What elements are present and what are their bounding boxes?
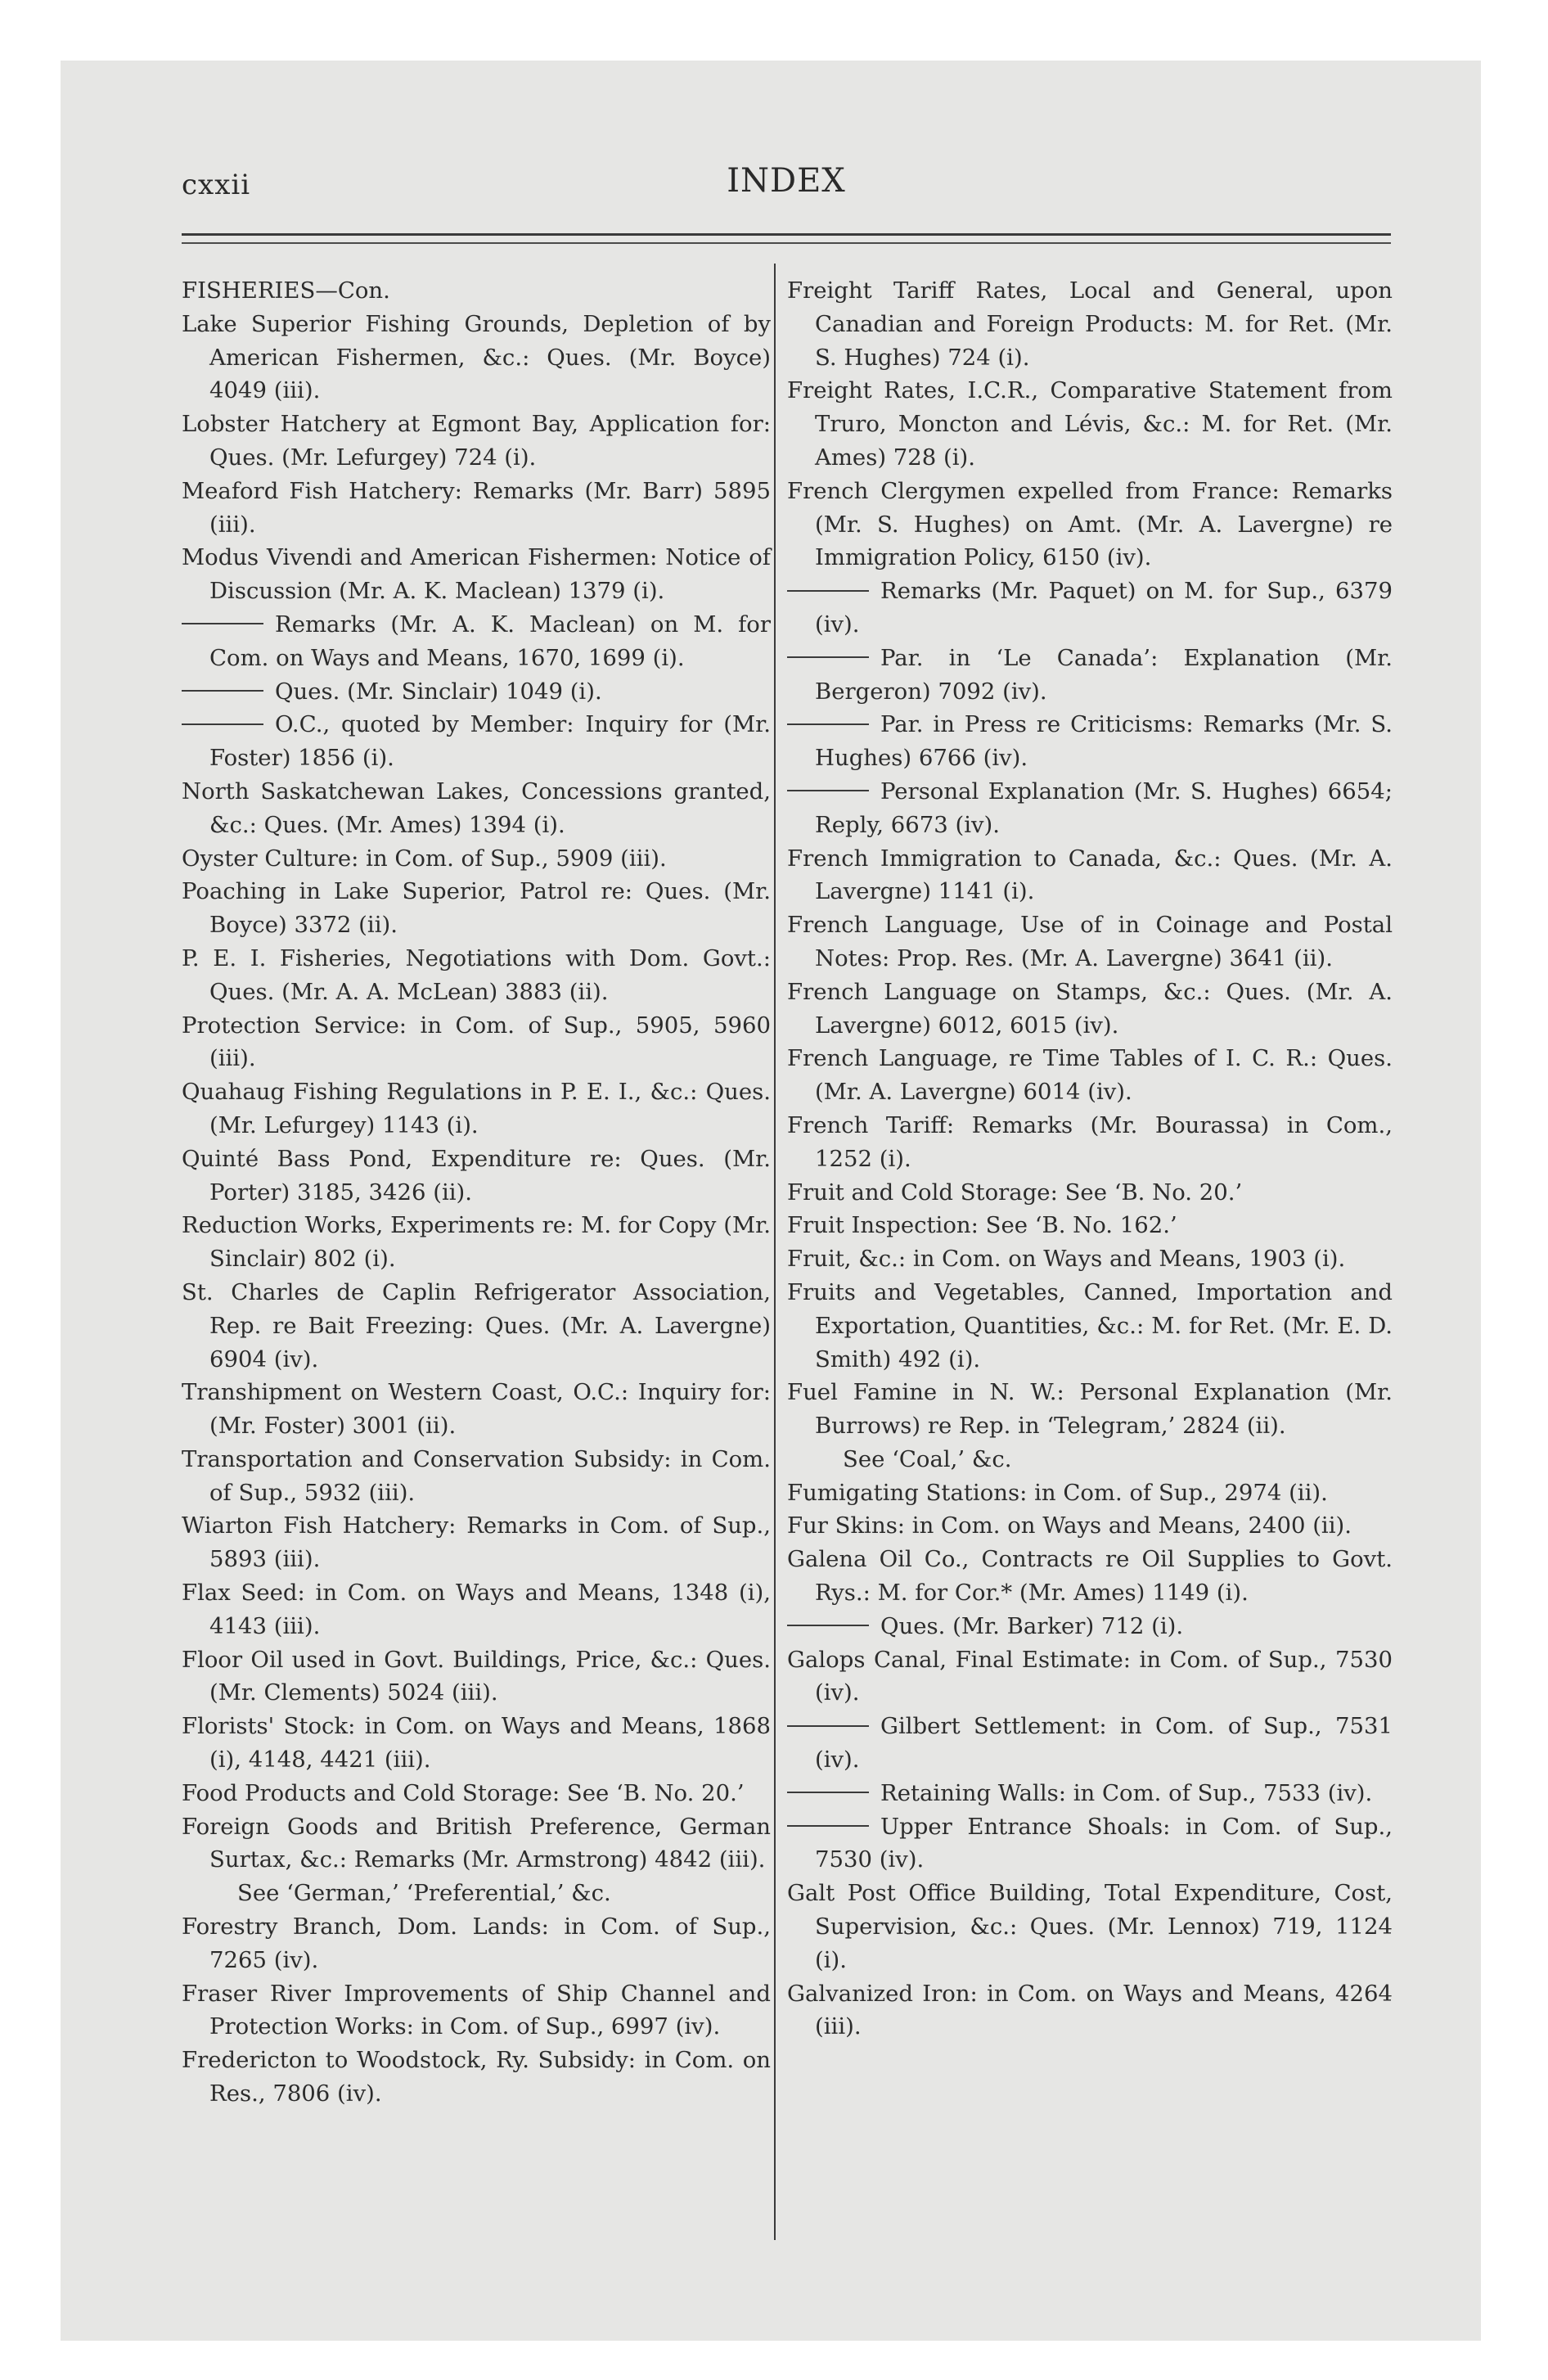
entry-text: Fruit, &c.: in Com. on Ways and Means, 1903 (i). <box>787 1246 1346 1273</box>
index-entry <box>182 1443 771 1510</box>
entry-text: Transportation and Conservation Subsidy: in Com. of Sup., 5932 (iii). <box>182 1445 771 1506</box>
entry-text: Galena Oil Co., Contracts re Oil Supplies to Govt. Rys.: M. for Cor.* (Mr. Ames) 1149 (i). <box>787 1546 1393 1607</box>
cross-reference <box>787 1443 1393 1476</box>
page-header <box>182 160 1391 210</box>
index-subentry <box>787 575 1393 642</box>
entry-text: Floor Oil used in Govt. Buildings, Price, &c.: Ques. (Mr. Clements) 5024 (iii). <box>182 1646 771 1706</box>
entry-text: French Immigration to Canada, &c.: Ques. (Mr. A. Lavergne) 1141 (i). <box>787 845 1393 905</box>
index-heading-entry <box>182 1710 771 1777</box>
entry-text: Ques. (Mr. Sinclair) 1049 (i). <box>275 678 602 705</box>
index-entry <box>182 408 771 475</box>
entry-text: French Language, re Time Tables of I. C. R.: Ques. (Mr. A. Lavergne) 6014 (iv). <box>787 1045 1393 1106</box>
index-heading-entry <box>182 1910 771 1977</box>
page-number: cxxii <box>182 169 251 201</box>
entry-text: Reduction Works, Experiments re: M. for Copy (Mr. Sinclair) 802 (i). <box>182 1212 771 1273</box>
entry-text: Galops Canal, Final Estimate: in Com. of Sup., 7530 (iv). <box>787 1646 1393 1706</box>
entry-text: French Clergymen expelled from France: Remarks (Mr. S. Hughes) on Amt. (Mr. A. Lavergne) re Immigration Policy, 6150 (iv). <box>787 477 1393 571</box>
index-entry <box>182 775 771 842</box>
entry-text: French Tariff: Remarks (Mr. Bourassa) in Com., 1252 (i). <box>787 1111 1393 1172</box>
index-heading-entry <box>182 1643 771 1711</box>
index-entry <box>182 1276 771 1376</box>
entry-text: Modus Vivendi and American Fishermen: Notice of Discussion (Mr. A. K. Maclean) 1379 (i). <box>182 544 771 605</box>
entry-text: Oyster Culture: in Com. of Sup., 5909 (iii). <box>182 845 667 872</box>
running-title: INDEX <box>727 162 846 200</box>
entry-text: Protection Service: in Com. of Sup., 5905, 5960 (iii). <box>182 1012 771 1072</box>
index-heading-entry <box>787 1176 1393 1210</box>
index-heading-entry <box>787 274 1393 374</box>
entry-text: Ques. (Mr. Barker) 712 (i). <box>880 1612 1184 1639</box>
repeat-dash <box>787 590 869 592</box>
entry-text: Quinté Bass Pond, Expenditure re: Ques. (Mr. Porter) 3185, 3426 (ii). <box>182 1145 771 1206</box>
index-heading-entry <box>787 1276 1393 1376</box>
entry-text: Fredericton to Woodstock, Ry. Subsidy: in Com. on Res., 7806 (iv). <box>182 2047 771 2107</box>
section-heading: FISHERIES—Con. <box>182 277 390 304</box>
entry-text: O.C., quoted by Member: Inquiry for (Mr. Foster) 1856 (i). <box>209 711 771 772</box>
entry-text: Remarks (Mr. A. K. Maclean) on M. for Com. on Ways and Means, 1670, 1699 (i). <box>209 611 771 671</box>
index-heading-entry <box>787 1643 1393 1711</box>
repeat-dash <box>182 623 263 624</box>
index-entry <box>182 541 771 608</box>
header-rule-thin <box>182 242 1391 244</box>
repeat-dash <box>787 1792 869 1793</box>
index-entry <box>182 1376 771 1443</box>
index-heading-entry <box>787 1476 1393 1510</box>
index-heading-entry <box>182 1777 771 1810</box>
entry-text: Wiarton Fish Hatchery: Remarks in Com. of Sup., 5893 (iii). <box>182 1512 771 1573</box>
entry-text: Freight Rates, I.C.R., Comparative Statement from Truro, Moncton and Lévis, &c.: M. for Ret. (Mr. Ames) 728 (i). <box>787 377 1393 471</box>
index-heading-entry <box>787 475 1393 575</box>
index-heading-entry <box>787 976 1393 1043</box>
index-subentry <box>787 1810 1393 1877</box>
index-heading-entry <box>787 1877 1393 1977</box>
index-heading-entry <box>787 842 1393 909</box>
index-subentry <box>787 1610 1393 1643</box>
entry-text: Fuel Famine in N. W.: Personal Explanation (Mr. Burrows) re Rep. in ‘Telegram,’ 2824 (ii). <box>787 1379 1393 1440</box>
entry-text: See ‘German,’ ‘Preferential,’ &c. <box>237 1880 611 1907</box>
index-entry <box>182 875 771 942</box>
index-entry <box>182 942 771 1009</box>
entry-text: French Language on Stamps, &c.: Ques. (Mr. A. Lavergne) 6012, 6015 (iv). <box>787 978 1393 1039</box>
index-subentry <box>787 1710 1393 1777</box>
repeat-dash <box>787 1725 869 1727</box>
entry-text: Fumigating Stations: in Com. of Sup., 2974 (ii). <box>787 1479 1328 1506</box>
entry-text: Lake Superior Fishing Grounds, Depletion of by American Fishermen, &c.: Ques. (Mr. Boyce) 4049 (iii). <box>182 310 771 404</box>
entry-text: Par. in Press re Criticisms: Remarks (Mr. S. Hughes) 6766 (iv). <box>815 711 1393 772</box>
entry-text: Florists' Stock: in Com. on Ways and Means, 1868 (i), 4148, 4421 (iii). <box>182 1713 771 1774</box>
entry-text: Quahaug Fishing Regulations in P. E. I., &c.: Ques. (Mr. Lefurgey) 1143 (i). <box>182 1079 771 1138</box>
index-entry <box>182 1143 771 1210</box>
entry-text: Fruit Inspection: See ‘B. No. 162.’ <box>787 1212 1177 1239</box>
index-heading-entry <box>787 1109 1393 1176</box>
index-heading-entry <box>787 1242 1393 1276</box>
entry-text: Gilbert Settlement: in Com. of Sup., 7531 (iv). <box>815 1713 1393 1774</box>
index-subentry <box>787 642 1393 709</box>
index-entry <box>182 1009 771 1076</box>
index-subentry <box>787 1777 1393 1810</box>
entry-text: Retaining Walls: in Com. of Sup., 7533 (iv). <box>880 1779 1373 1806</box>
entry-text: Fruit and Cold Storage: See ‘B. No. 20.’ <box>787 1179 1243 1206</box>
entry-text: Food Products and Cold Storage: See ‘B. No. 20.’ <box>182 1779 745 1806</box>
index-entry <box>182 1209 771 1276</box>
index-heading-entry <box>787 1543 1393 1610</box>
header-rule <box>182 233 1391 236</box>
index-entry <box>182 475 771 542</box>
repeat-dash <box>787 1825 869 1827</box>
right-column <box>787 274 1393 2044</box>
entry-text: Forestry Branch, Dom. Lands: in Com. of Sup., 7265 (iv). <box>182 1913 771 1973</box>
entry-text: French Language, Use of in Coinage and Postal Notes: Prop. Res. (Mr. A. Lavergne) 3641 (ii). <box>787 912 1393 971</box>
entry-text: Galvanized Iron: in Com. on Ways and Means, 4264 (iii). <box>787 1980 1393 2040</box>
index-heading-entry <box>787 1509 1393 1543</box>
entry-text: North Saskatchewan Lakes, Concessions granted, &c.: Ques. (Mr. Ames) 1394 (i). <box>182 778 771 838</box>
index-subentry <box>182 608 771 675</box>
entry-text: Freight Tariff Rates, Local and General, upon Canadian and Foreign Products: M. for Ret. (Mr. S. Hughes) 724 (i). <box>787 277 1393 371</box>
entry-text: P. E. I. Fisheries, Negotiations with Dom. Govt.: Ques. (Mr. A. A. McLean) 3883 (ii). <box>182 944 771 1005</box>
index-subentry <box>182 675 771 709</box>
index-heading-entry <box>182 1977 771 2044</box>
left-column <box>182 274 771 2111</box>
index-heading-entry <box>787 1209 1393 1242</box>
repeat-dash <box>787 656 869 658</box>
index-heading-entry <box>182 2044 771 2111</box>
entry-text: Fur Skins: in Com. on Ways and Means, 2400 (ii). <box>787 1512 1352 1539</box>
entry-text: Fraser River Improvements of Ship Channel and Protection Works: in Com. of Sup., 6997 (iv). <box>182 1980 771 2040</box>
entry-text: Flax Seed: in Com. on Ways and Means, 1348 (i), 4143 (iii). <box>182 1580 771 1639</box>
index-heading-entry <box>787 908 1393 976</box>
index-entry <box>182 1509 771 1576</box>
index-heading-entry <box>787 1977 1393 2044</box>
index-entry <box>182 842 771 876</box>
repeat-dash <box>182 723 263 725</box>
entry-text: Personal Explanation (Mr. S. Hughes) 6654; Reply, 6673 (iv). <box>815 778 1393 838</box>
entry-text: Transhipment on Western Coast, O.C.: Inquiry for: (Mr. Foster) 3001 (ii). <box>182 1379 771 1440</box>
entry-text: St. Charles de Caplin Refrigerator Association, Rep. re Bait Freezing: Ques. (Mr. A. Lavergne) 6904 (iv). <box>182 1278 771 1373</box>
index-heading-entry <box>787 1042 1393 1109</box>
entry-text: Lobster Hatchery at Egmont Bay, Application for: Ques. (Mr. Lefurgey) 724 (i). <box>182 411 771 471</box>
entry-text: Remarks (Mr. Paquet) on M. for Sup., 6379 (iv). <box>815 578 1393 638</box>
entry-text: Foreign Goods and British Preference, German Surtax, &c.: Remarks (Mr. Armstrong) 4842 (iii). <box>182 1813 771 1873</box>
repeat-dash <box>787 1625 869 1626</box>
repeat-dash <box>787 790 869 791</box>
entry-text: Upper Entrance Shoals: in Com. of Sup., 7530 (iv). <box>815 1813 1393 1873</box>
index-subentry <box>787 775 1393 842</box>
index-heading-entry <box>182 1576 771 1643</box>
entry-text: Meaford Fish Hatchery: Remarks (Mr. Barr) 5895 (iii). <box>182 477 771 538</box>
entry-text: Fruits and Vegetables, Canned, Importation and Exportation, Quantities, &c.: M. for Ret. (Mr. E. D. Smith) 492 (i). <box>787 1278 1393 1373</box>
repeat-dash <box>182 690 263 692</box>
repeat-dash <box>787 723 869 725</box>
entry-text: See ‘Coal,’ &c. <box>843 1445 1012 1472</box>
index-entry <box>182 1075 771 1143</box>
index-entry <box>182 308 771 408</box>
entry-text: Par. in ‘Le Canada’: Explanation (Mr. Bergeron) 7092 (iv). <box>815 644 1393 705</box>
index-heading-entry <box>182 1810 771 1877</box>
entry-text: Galt Post Office Building, Total Expenditure, Cost, Supervision, &c.: Ques. (Mr. Lennox) 719, 1124 (i). <box>787 1880 1393 1973</box>
index-subentry <box>787 708 1393 775</box>
column-divider <box>774 264 776 2240</box>
index-heading-entry <box>787 1376 1393 1443</box>
index-heading-entry <box>787 374 1393 474</box>
index-subentry <box>182 708 771 775</box>
entry-text: Poaching in Lake Superior, Patrol re: Ques. (Mr. Boyce) 3372 (ii). <box>182 878 771 939</box>
cross-reference <box>182 1877 771 1910</box>
